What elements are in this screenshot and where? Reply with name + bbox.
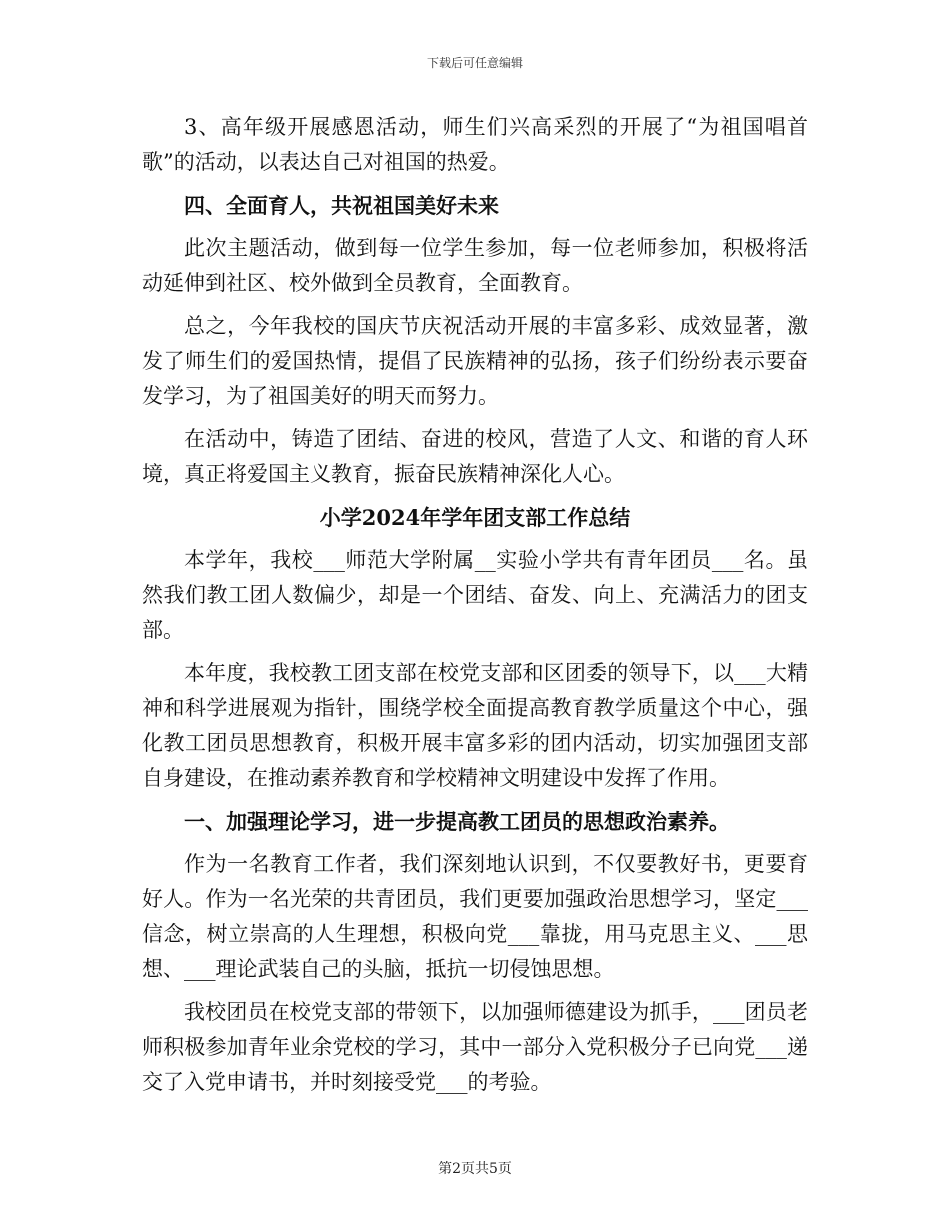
heading-section-four: 四、全面育人，共祝祖国美好未来 [184, 193, 499, 218]
document-title: 小学2024年学年团支部工作总结 [319, 505, 631, 530]
paragraph-party-school: 我校团员在校党支部的带领下，以加强师德建设为抓手，___团员老师积极参加青年业余党校的学习，其中一部分入党积极分子已向党___递交了入党申请书，并时刻接受党___的考验。 [142, 1000, 808, 1094]
paragraph-school-intro: 本学年，我校___师范大学附属__实验小学共有青年团员___名。虽然我们教工团人数偏少，却是一个团结、奋发、向上、充满活力的团支部。 [142, 548, 808, 642]
paragraph-theme-activity: 此次主题活动，做到每一位学生参加，每一位老师参加，积极将活动延伸到社区、校外做到全员教育，全面教育。 [142, 236, 808, 295]
paragraph-theory-study: 作为一名教育工作者，我们深刻地认识到，不仅要教好书，更要育好人。作为一名光荣的共青团员，我们更要加强政治思想学习，坚定___信念，树立崇高的人生理想，积极向党___靠拢，用马克思主义、___思想、___理论武装自己的头脑，抵抗一切侵蚀思想。 [142, 852, 808, 981]
paragraph-gratitude-activity: 3、高年级开展感恩活动，师生们兴高采烈的开展了“为祖国唱首歌”的活动，以表达自己对祖国的热爱。 [142, 115, 808, 174]
page-number: 第2页共5页 [438, 1161, 512, 1177]
document-body [142, 110, 808, 1108]
paragraph-year-overview: 本年度，我校教工团支部在校党支部和区团委的领导下，以___大精神和科学进展观为指针，围绕学校全面提高教育教学质量这个中心，强化教工团员思想教育，积极开展丰富多彩的团内活动，切实加强团支部自身建设，在推动素养教育和学校精神文明建设中发挥了作用。 [142, 661, 808, 790]
page-header: 下载后可任意编辑 [426, 56, 523, 70]
heading-section-one: 一、加强理论学习，进一步提高教工团员的思想政治素养。 [184, 809, 730, 834]
paragraph-summary: 总之，今年我校的国庆节庆祝活动开展的丰富多彩、成效显著，激发了师生们的爱国热情，提倡了民族精神的弘扬，孩子们纷纷表示要奋发学习，为了祖国美好的明天而努力。 [142, 314, 808, 408]
paragraph-school-spirit: 在活动中，铸造了团结、奋进的校风，营造了人文、和谐的育人环境，真正将爱国主义教育，振奋民族精神深化人心。 [142, 427, 808, 486]
